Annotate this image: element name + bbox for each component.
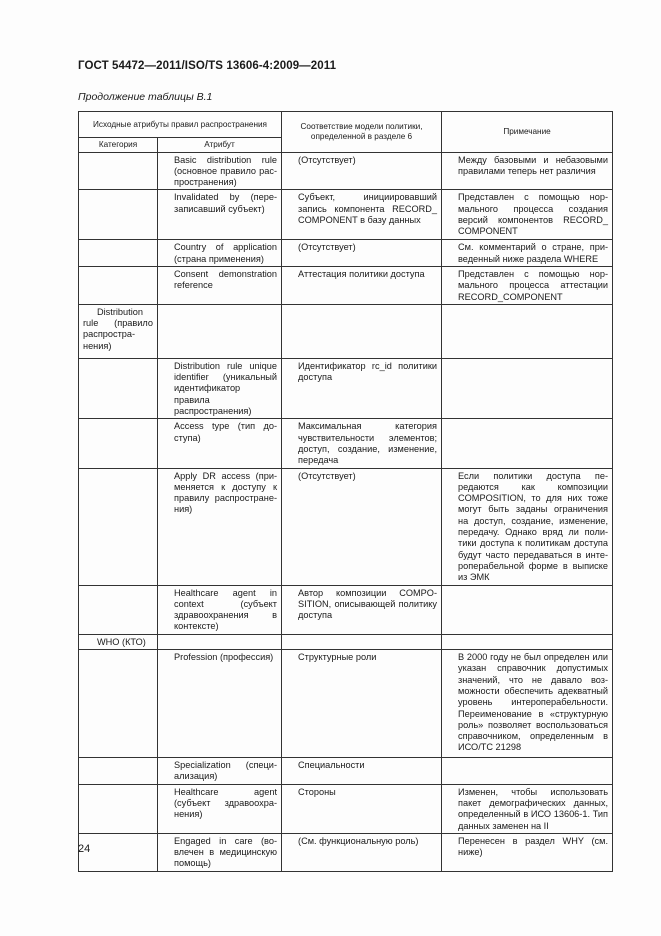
category-cell [79, 190, 158, 240]
conformance-cell: Специальности [282, 758, 442, 785]
table-row [79, 758, 613, 785]
category-cell [79, 152, 158, 190]
note-cell: Представлен с помощью нормального процесса создания версий компонентов RECORD_ COMPONENT [442, 190, 613, 240]
category-cell: Distribution rule (правило распространения) [79, 304, 158, 358]
conformance-cell: (Отсутствует) [282, 152, 442, 190]
attribute-cell [158, 634, 282, 649]
note-cell [442, 304, 613, 358]
category-cell [79, 468, 158, 585]
conformance-cell: Аттестация политики доступа [282, 266, 442, 304]
attribute-cell: Specialization (специализация) [158, 758, 282, 785]
attribute-cell: Engaged in care (вовлечен в медицинскую помощь) [158, 833, 282, 871]
conformance-cell: Субъект, инициировавший запись компонента RECORD_ COMPONENT в базу данных [282, 190, 442, 240]
attribute-cell: Apply DR access (применяется к доступу к правилу распространения) [158, 468, 282, 585]
note-cell: Изменен, чтобы использовать пакет демографических данных, определенный в ИСО 13606-1. Тип данных заменен на II [442, 784, 613, 833]
category-cell: WHO (КТО) [79, 634, 158, 649]
header-note: Примечание [442, 112, 613, 153]
header-conformance: Соответствие модели политики, определенной в разделе 6 [282, 112, 442, 153]
table-row [79, 468, 613, 585]
note-cell [442, 419, 613, 468]
note-cell: Между базовыми и небазовыми правилами теперь нет различия [442, 152, 613, 190]
category-cell [79, 358, 158, 418]
conformance-cell: (Отсутствует) [282, 240, 442, 267]
conformance-cell: Структурные роли [282, 650, 442, 758]
table-row [79, 833, 613, 871]
note-cell: Перенесен в раздел WHY (см. ниже) [442, 833, 613, 871]
note-cell [442, 758, 613, 785]
conformance-cell: (См. функциональную роль) [282, 833, 442, 871]
attribute-cell: Consent demonstration reference [158, 266, 282, 304]
table-row [79, 650, 613, 758]
attribute-cell: Basic distribution rule (основное правило распространения) [158, 152, 282, 190]
category-cell [79, 784, 158, 833]
header-source-attributes: Исходные атрибуты правил распространения [79, 112, 282, 138]
category-cell [79, 266, 158, 304]
table-row [79, 304, 613, 358]
note-cell: См. комментарий о стране, приведенный ниже раздела WHERE [442, 240, 613, 267]
attribute-cell: Healthcare agent (субъект здравоохранения) [158, 784, 282, 833]
table-row [79, 784, 613, 833]
category-cell [79, 419, 158, 468]
table-continuation-caption: Продолжение таблицы В.1 [78, 91, 213, 103]
attribute-cell [158, 304, 282, 358]
category-cell [79, 585, 158, 634]
note-cell: Представлен с помощью нормального процесса аттестации RECORD_COMPONENT [442, 266, 613, 304]
note-cell: Если политики доступа передаются как композиции COMPOSITION, то для них тоже могут быть заданы ограничения на доступ, создание, изменение, передачу. Однако вряд ли политики доступа к политикам доступа будут часто передаваться в интероперабельной форме в выписке из ЭМК [442, 468, 613, 585]
table-header [79, 112, 613, 153]
note-cell [442, 358, 613, 418]
attribute-cell: Country of application (страна применения) [158, 240, 282, 267]
table-row [79, 240, 613, 267]
category-cell [79, 240, 158, 267]
conformance-cell: Максимальная категория чувствительности элементов; доступ, создание, изменение, передача [282, 419, 442, 468]
table-row [79, 358, 613, 418]
header-category: Категория [79, 138, 158, 153]
conformance-cell: Автор композиции COMPOSITION, описывающей политику доступа [282, 585, 442, 634]
note-cell: В 2000 году не был определен или указан справочник допустимых значений, что не давало возможности обеспечить адекватный уровень интероперабельности. Переименование в «структурную роль» позволяет воспользоваться справочником, определенным в ИСО/ТС 21298 [442, 650, 613, 758]
conformance-cell: (Отсутствует) [282, 468, 442, 585]
attribute-cell: Profession (профессия) [158, 650, 282, 758]
header-attribute: Атрибут [158, 138, 282, 153]
page-number: 24 [78, 843, 91, 855]
table-row [79, 190, 613, 240]
category-cell [79, 650, 158, 758]
table-row [79, 634, 613, 649]
attribute-cell: Distribution rule unique identifier (уникальный идентификатор правила распространения) [158, 358, 282, 418]
table-row [79, 419, 613, 468]
attribute-cell: Healthcare agent in context (субъект здравоохранения в контексте) [158, 585, 282, 634]
conformance-cell [282, 304, 442, 358]
attribute-cell: Access type (тип доступа) [158, 419, 282, 468]
table-row [79, 585, 613, 634]
attribute-cell: Invalidated by (перезаписавший субъект) [158, 190, 282, 240]
table-row [79, 152, 613, 190]
category-cell [79, 833, 158, 871]
note-cell [442, 634, 613, 649]
conformance-cell: Стороны [282, 784, 442, 833]
table-row [79, 266, 613, 304]
note-cell [442, 585, 613, 634]
conformance-cell: Идентификатор rc_id политики доступа [282, 358, 442, 418]
category-cell [79, 758, 158, 785]
document-header: ГОСТ 54472—2011/ISO/TS 13606-4:2009—2011 [78, 60, 337, 72]
conformance-cell [282, 634, 442, 649]
distribution-rules-table [78, 111, 613, 872]
